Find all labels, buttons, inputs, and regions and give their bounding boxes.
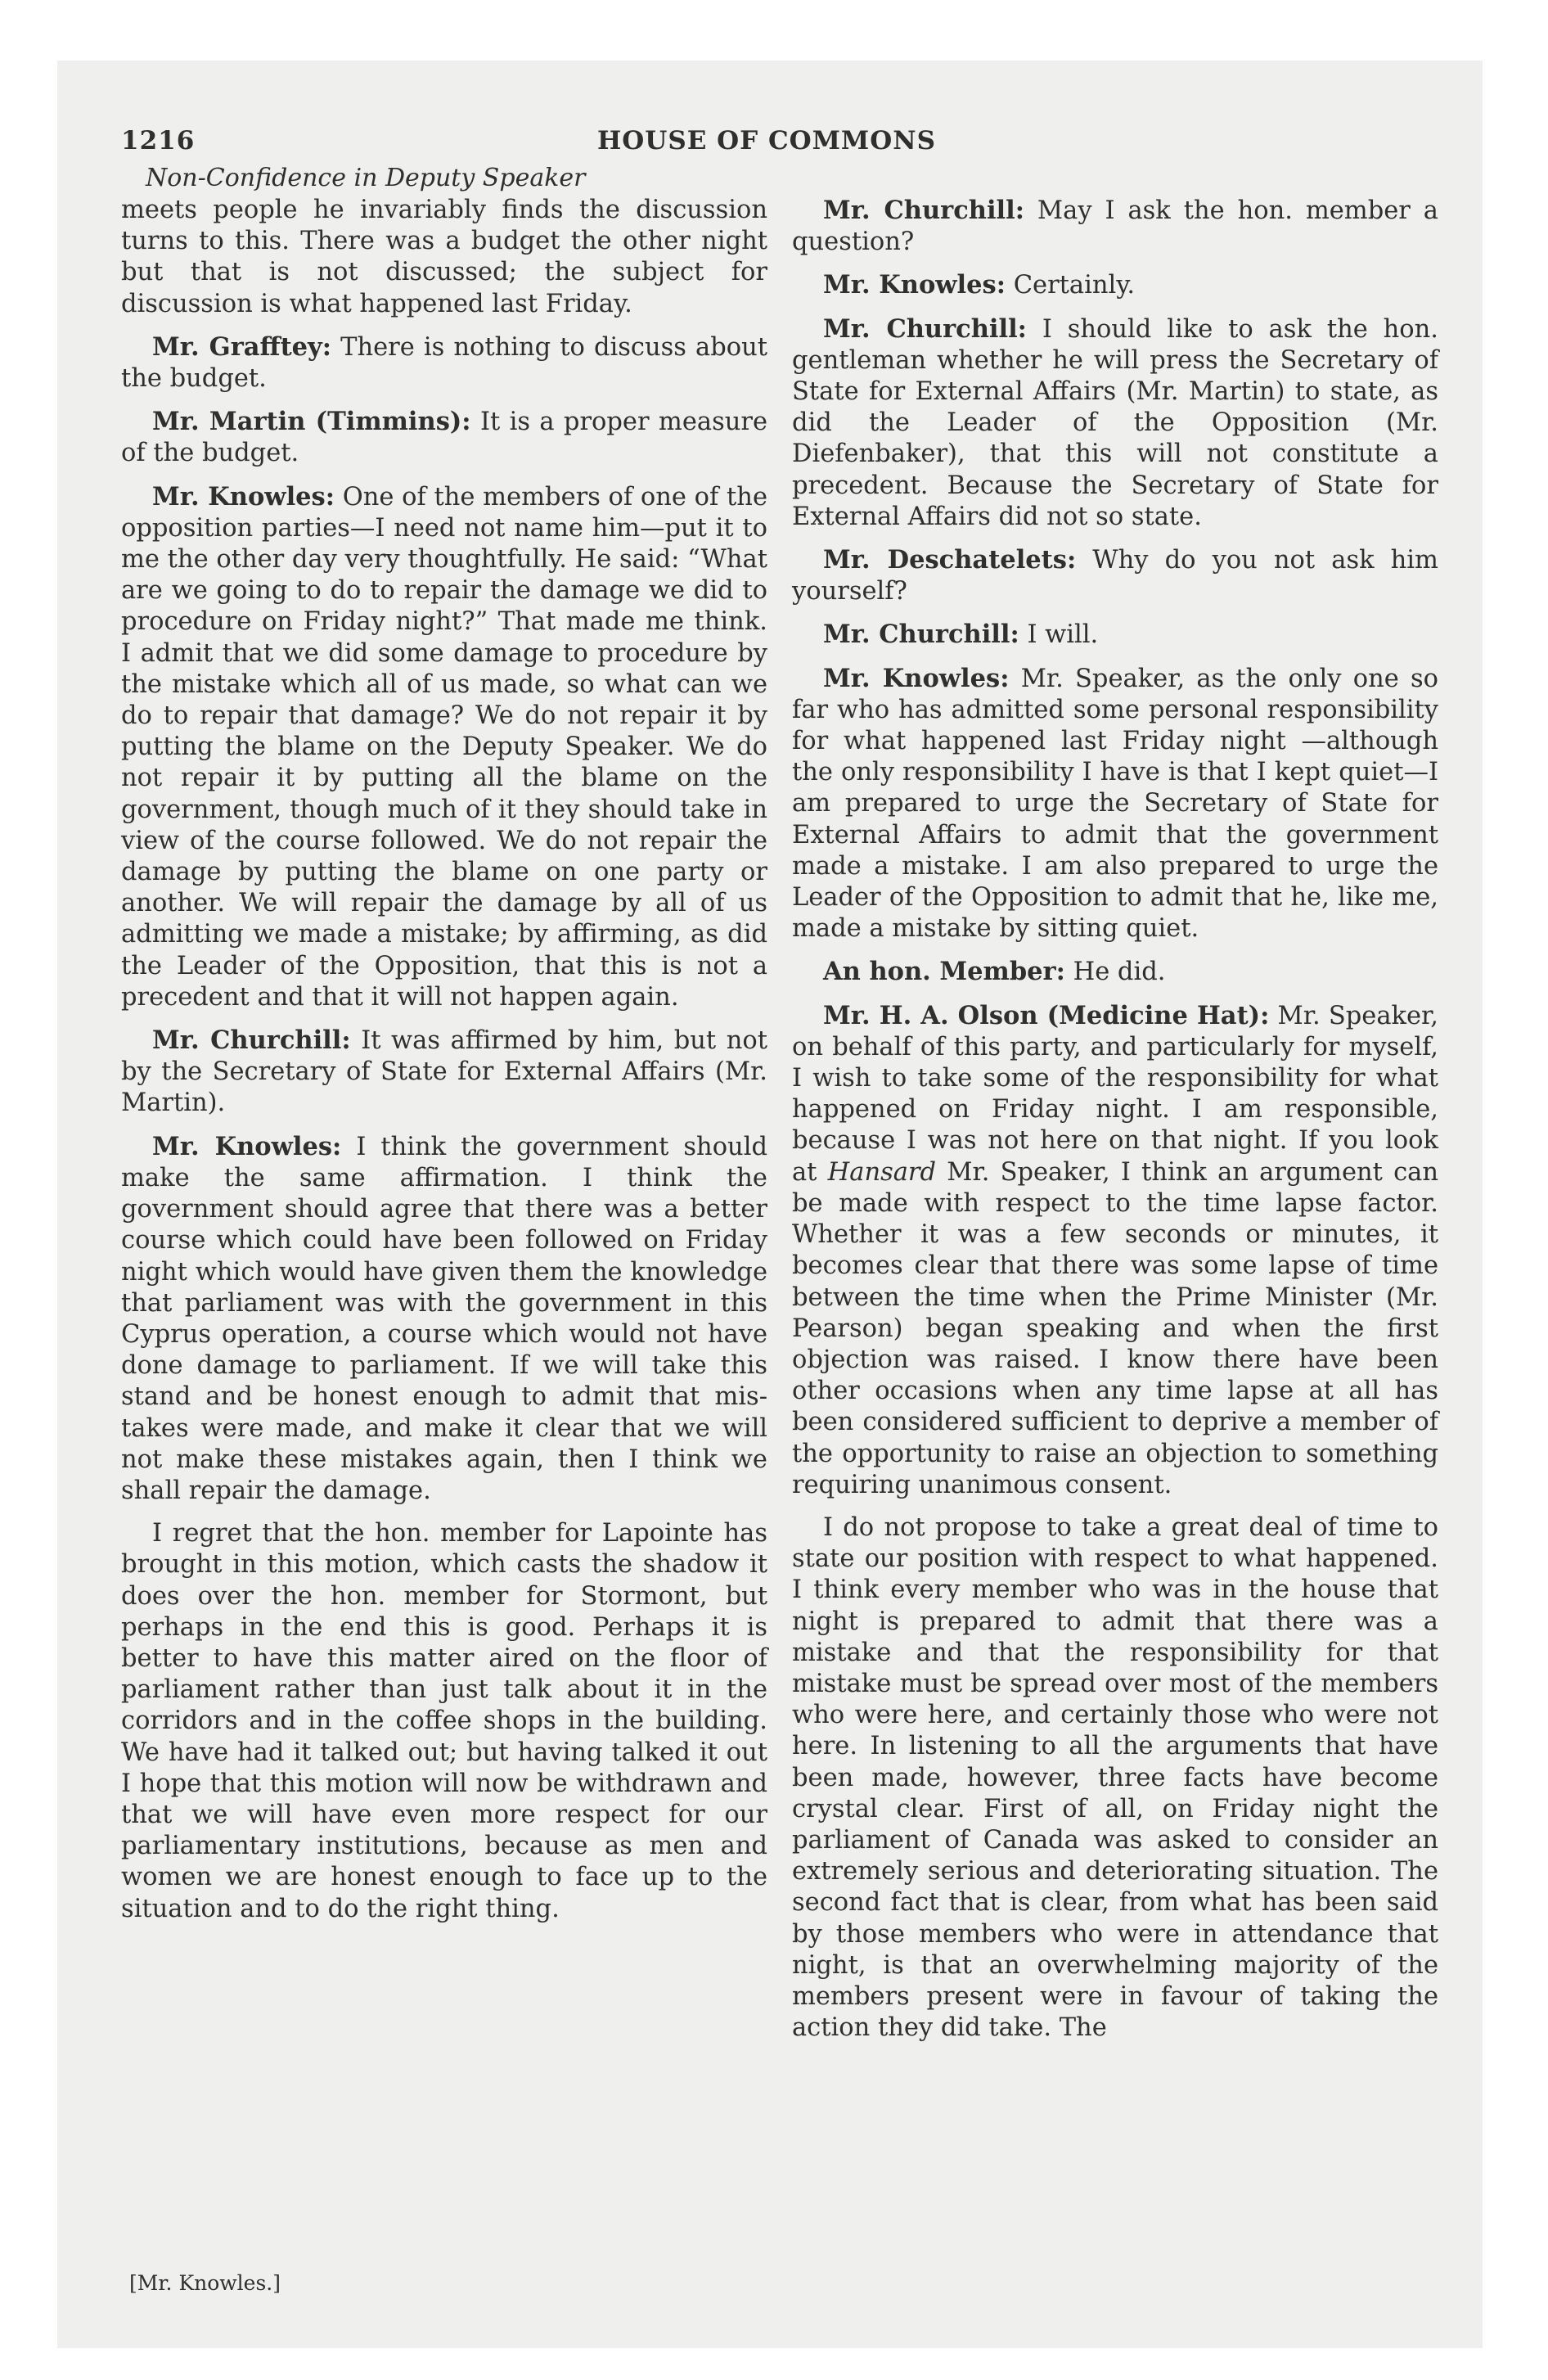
- speaker-name: Mr. Knowles:: [152, 481, 335, 512]
- speech-text: It is a proper measure of the budget.: [121, 408, 767, 468]
- speech-text: Why do you not ask him yourself?: [792, 546, 1438, 606]
- speech-paragraph: [121, 481, 767, 1013]
- speech-text: Mr. Speaker, I think an argument can be made with respect to the time lapse factor. Whether it was a few seconds or minutes, it becomes clear that there was some lapse of time between the time when the Prime Minister (Mr. Pearson) began speaking and when the first objection was raised. I know there have been other occasions when any time lapse at all has been considered sufficient to deprive a member of the opportunity to raise an objection to something requiring unanimous consent.: [792, 1157, 1438, 1499]
- speech-text: I should like to ask the hon. gentleman whether he will press the Secretary of State for External Affairs (Mr. Martin) to state, as did the Leader of the Opposition (Mr. Diefenbaker), that this will not constitute a precedent. Because the Secretary of State for External Affairs did not so state.: [792, 314, 1438, 531]
- hansard-page: [121, 123, 1463, 2316]
- speaker-name: Mr. Martin (Timmins):: [152, 407, 471, 437]
- speech-text: May I ask the hon. member a question?: [792, 196, 1438, 257]
- speech-paragraph: [792, 956, 1438, 988]
- speech-paragraph: [792, 313, 1438, 533]
- paragraph: [121, 195, 767, 320]
- speaker-name: Mr. Knowles:: [823, 663, 1010, 693]
- page-number: 1216: [121, 126, 196, 156]
- speaker-name: Mr. Churchill:: [823, 620, 1019, 650]
- speech-paragraph: [792, 195, 1438, 258]
- paragraph: [121, 1518, 767, 1925]
- speech-text: He did.: [1073, 958, 1166, 987]
- speech-paragraph: [792, 663, 1438, 945]
- paragraph-text: I do not propose to take a great deal of time to state our position with respect to what happened. I think every member who was in the house that night is prepared to admit that there was a mistake and that the responsibility for that mistake must be spread over most of the members who were here, and certainly those who were not here. In listening to all the arguments that have been made, however, three facts have become crystal clear. First of all, on Friday night the parliament of Canada was asked to consider an extremely serious and deteriorating situation. The second fact that is clear, from what has been said by those members who were in attendance that night, is that an overwhelming majority of the members present were in favour of taking the action they did take. The: [792, 1512, 1438, 2043]
- speech-paragraph: [792, 619, 1438, 651]
- speech-paragraph: [121, 331, 767, 394]
- speech-paragraph: [121, 1131, 767, 1507]
- speech-paragraph: [792, 544, 1438, 607]
- speech-text: Certainly.: [1013, 271, 1136, 300]
- page-header: [121, 123, 1463, 164]
- speech-text: One of the members of one of the opposition parties—I need not name him—put it to me the other day very thoughtfully. He said: “What are we going to do to repair the damage we did to procedure on Friday night?” That made me think. I admit that we did some damage to procedure by the mistake which all of us made, so what can we do to repair that damage? We do not repair it by putting the blame on the Deputy Speaker. We do not repair it by putting all the blame on the government, though much of it they should take in view of the course followed. We do not repair the damage by putting the blame on one party or another. We will repair the damage by all of us admitting we made a mistake; by affirming, as did the Leader of the Opposition, that this is not a precedent and that it will not happen again.: [121, 482, 767, 1012]
- paragraph-text: I regret that the hon. member for Lapointe has brought in this motion, which casts the shadow it does over the hon. member for Stormont, but perhaps in the end this is good. Perhaps it is better to have this matter aired on the floor of parliament rather than just talk about it in the corridors and in the coffee shops in the building. We have had it talked out; but having talked it out I hope that this motion will now be withdrawn and that we will have even more respect for our parliamentary institutions, because as men and women we are honest enough to face up to the situation and to do the right thing.: [121, 1519, 767, 1923]
- speaker-name: Mr. Churchill:: [823, 196, 1024, 225]
- paragraph: [792, 1512, 1438, 2044]
- speaker-name: An hon. Member:: [823, 957, 1065, 987]
- speech-paragraph: [792, 269, 1438, 301]
- speaker-name: Mr. Churchill:: [823, 313, 1027, 344]
- speech-text-before: Mr. Speaker, on behalf of this party, and particularly for myself, I wish to take some of the responsibility for what happened on Friday night. I am responsible, because I was not here on that night. If you look at: [792, 1001, 1438, 1187]
- speaker-name: Mr. Knowles:: [152, 1131, 342, 1161]
- speaker-footer-tag: [Mr. Knowles.]: [129, 2271, 281, 2295]
- speech-text: It was affirmed by him, but not by the Secretary of State for External Affairs (Mr. Martin).: [121, 1026, 767, 1118]
- hansard-reference: Hansard: [827, 1157, 937, 1187]
- speech-text: Mr. Speaker, as the only one so far who has admitted some personal responsibility for what happened last Friday night —although the only responsibility I have is that I kept quiet—I am prepared to urge the Secretary of State for External Affairs to admit that the government made a mistake. I am also prepared to urge the Leader of the Opposition to admit that he, like me, made a mistake by sitting quiet.: [792, 664, 1438, 944]
- running-head: HOUSE OF COMMONS: [597, 126, 936, 156]
- speech-paragraph: [792, 1000, 1438, 1501]
- speaker-name: Mr. Knowles:: [823, 270, 1006, 300]
- speaker-name: Mr. Churchill:: [152, 1025, 351, 1056]
- speech-paragraph: [121, 406, 767, 469]
- right-column: [792, 195, 1438, 2055]
- debate-subtitle: Non-Confidence in Deputy Speaker: [146, 164, 586, 192]
- speech-paragraph: [121, 1025, 767, 1120]
- left-column: [121, 195, 767, 1936]
- speech-text: There is nothing to discuss about the budget.: [121, 332, 767, 394]
- paragraph-text: meets people he invariably finds the discussion turns to this. There was a budget the other night but that is not discussed; the subject for discussion is what happened last Friday.: [121, 196, 767, 318]
- speaker-name: Mr. Deschatelets:: [823, 545, 1077, 575]
- speaker-name: Mr. H. A. Olson (Medicine Hat):: [823, 1000, 1270, 1030]
- speaker-name: Mr. Grafftey:: [152, 331, 332, 362]
- speech-text: I will.: [1027, 620, 1099, 650]
- speech-text: I think the government should make the same affirmation. I think the government should agree that there was a better course which could have been followed on Friday night which would have given them the knowledge that parliament was with the government in this Cyprus operation, a course which would not have done damage to parliament. If we will take this stand and be honest enough to admit that mistakes were made, and make it clear that we will not make these mistakes again, then I think we shall repair the damage.: [121, 1132, 767, 1505]
